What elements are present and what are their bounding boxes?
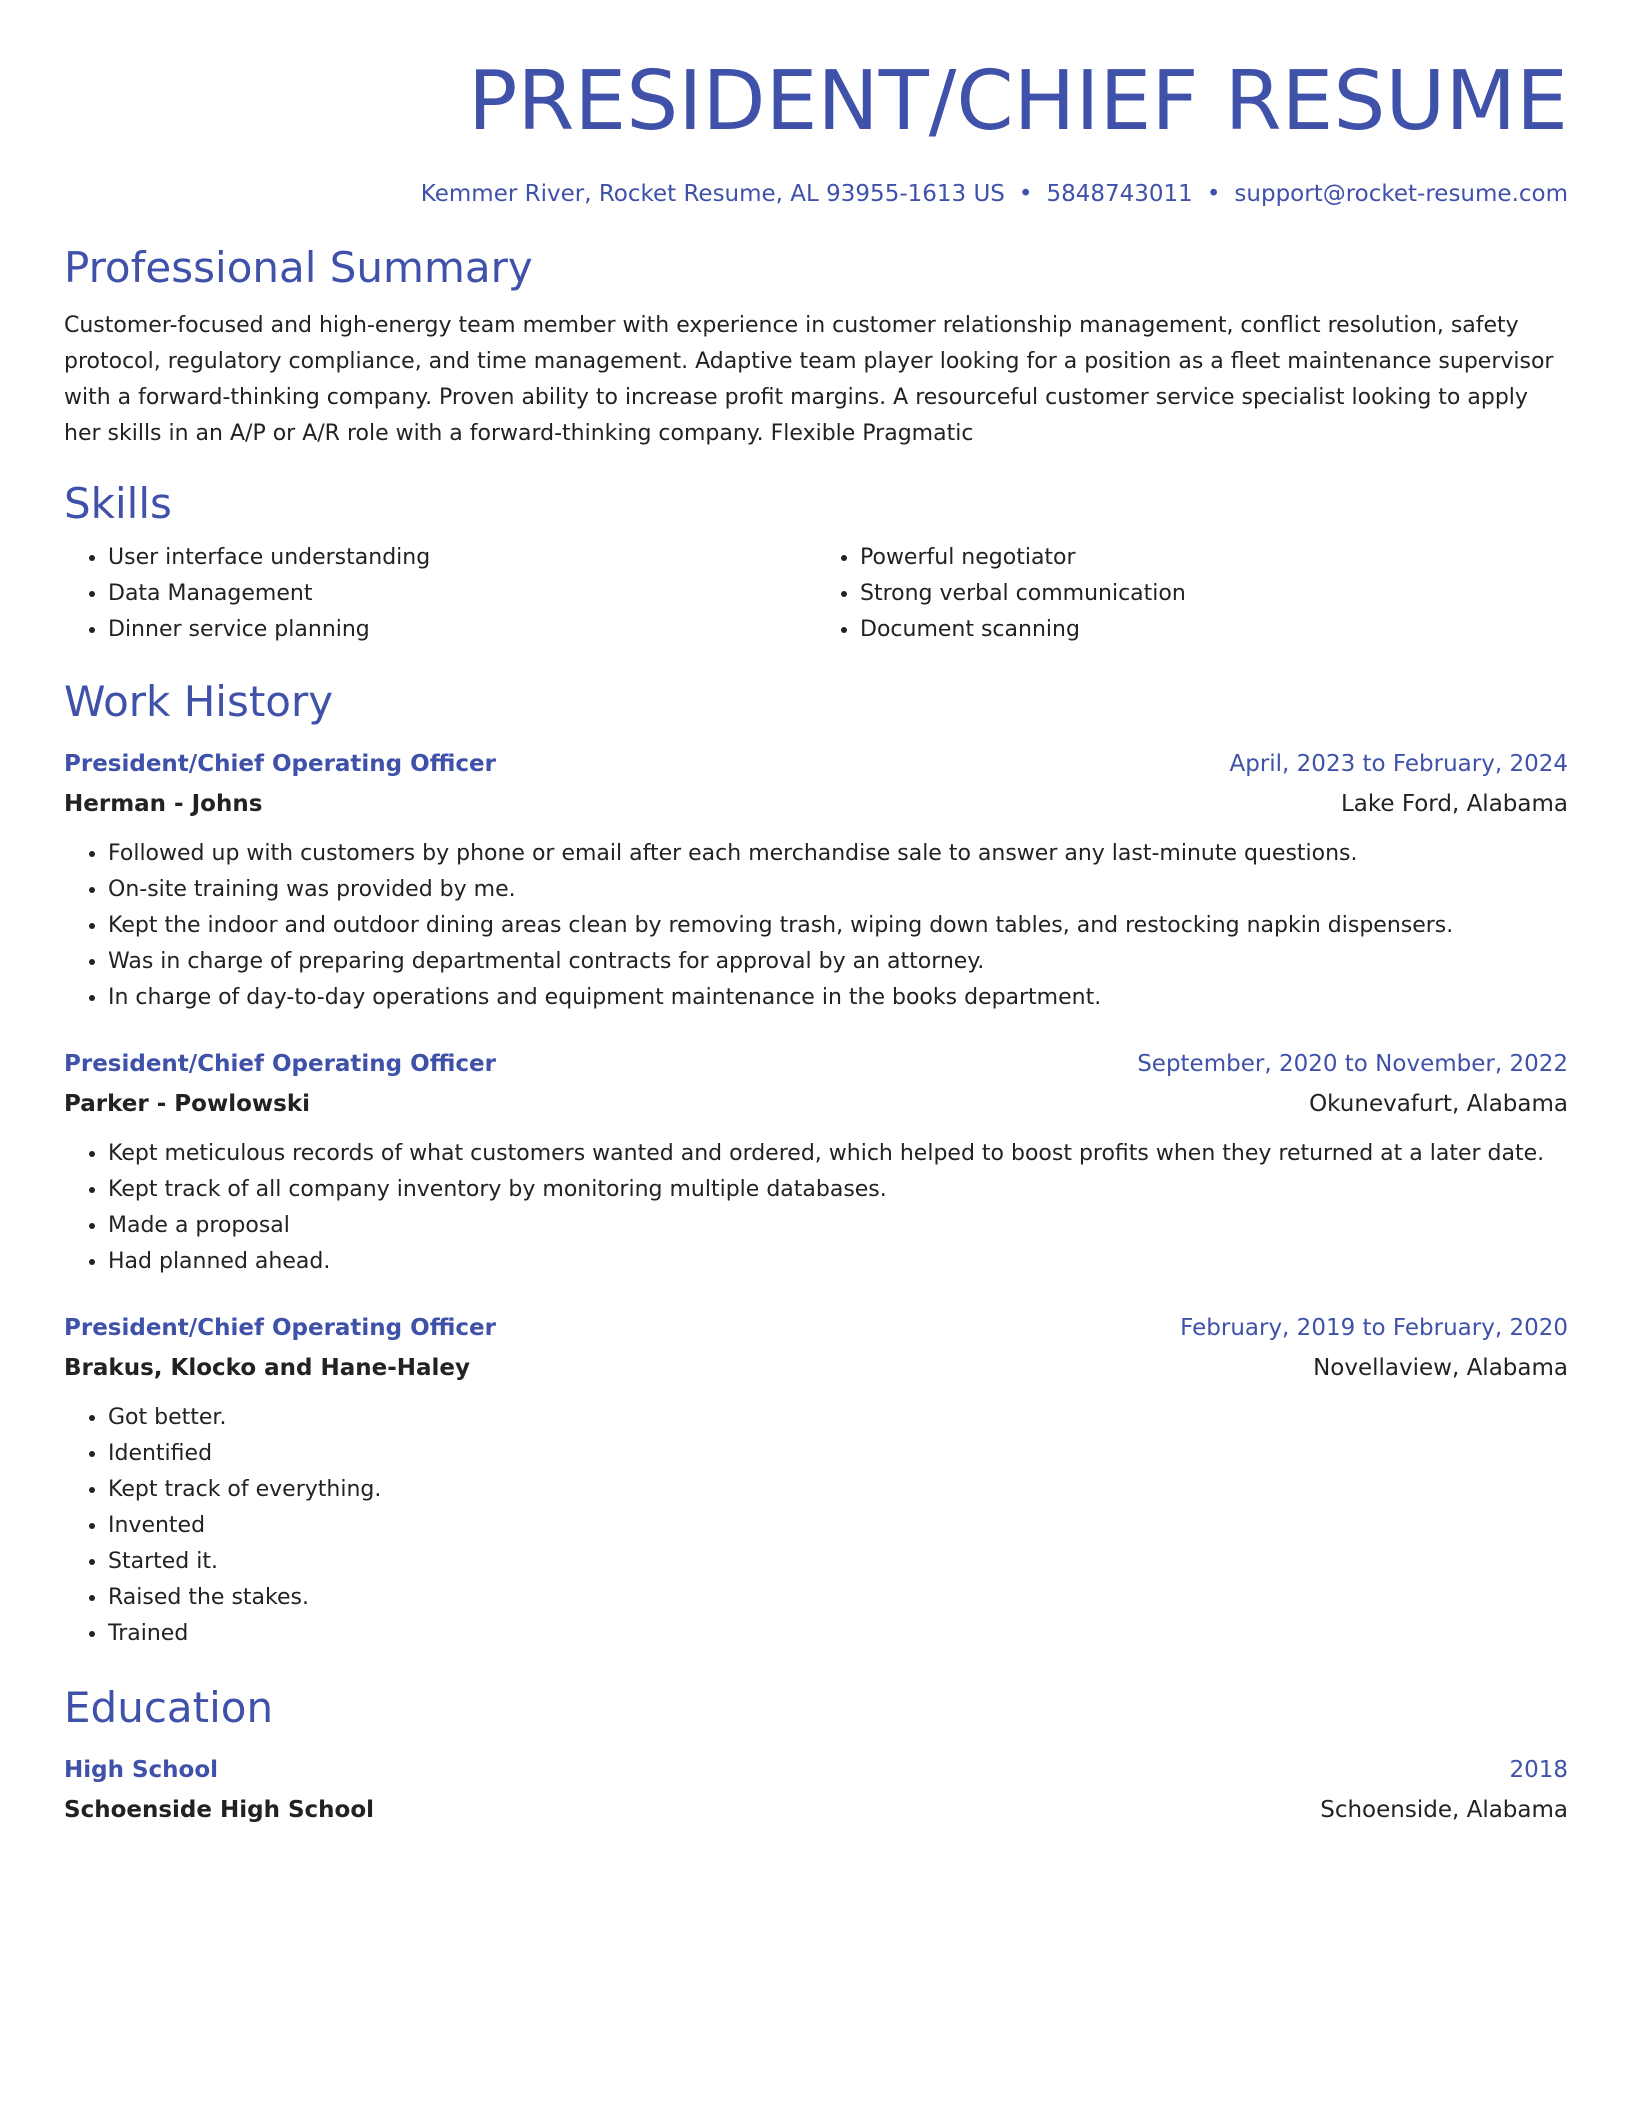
skill-item: • Powerful negotiator (860, 540, 1568, 576)
job-title: President/Chief Operating Officer (64, 1051, 496, 1077)
contact-line (64, 178, 1568, 210)
job-bullet: • In charge of day-to-day operations and equipment maintenance in the books department. (108, 980, 1568, 1016)
skills-column-right (816, 540, 1568, 648)
education-header-row (64, 1752, 1568, 1788)
job-dates: September, 2020 to November, 2022 (1137, 1051, 1568, 1077)
job-title: President/Chief Operating Officer (64, 751, 496, 777)
job-bullet: • Was in charge of preparing departmental contracts for approval by an attorney. (108, 944, 1568, 980)
skills-list (64, 540, 1568, 648)
job-entry (64, 1310, 1568, 1652)
resume-title: PRESIDENT/CHIEF RESUME (467, 54, 1568, 149)
job-bullet: • Raised the stakes. (108, 1580, 1568, 1616)
job-bullet: • Got better. (108, 1400, 1568, 1436)
job-header-row (64, 746, 1568, 782)
job-bullet: • Made a proposal (108, 1208, 1568, 1244)
job-company: Brakus, Klocko and Hane-Haley (64, 1355, 471, 1381)
job-location: Novellaview, Alabama (1313, 1355, 1568, 1381)
education-school-row (64, 1788, 1568, 1828)
skill-item: • User interface understanding (108, 540, 816, 576)
job-bullet: • Invented (108, 1508, 1568, 1544)
job-location: Okunevafurt, Alabama (1309, 1091, 1568, 1117)
job-bullet: • Kept track of everything. (108, 1472, 1568, 1508)
education-heading: Education (64, 1683, 274, 1732)
work-history-heading: Work History (64, 677, 334, 726)
education-year: 2018 (1509, 1757, 1568, 1783)
job-dates: April, 2023 to February, 2024 (1229, 751, 1568, 777)
contact-phone: 5848743011 (1046, 181, 1193, 207)
job-bullets (64, 1136, 1568, 1280)
job-bullet: • On-site training was provided by me. (108, 872, 1568, 908)
job-location: Lake Ford, Alabama (1340, 791, 1568, 817)
contact-email: support@rocket-resume.com (1234, 181, 1568, 207)
job-company-row (64, 1346, 1568, 1386)
job-entry (64, 746, 1568, 1016)
job-bullet: • Started it. (108, 1544, 1568, 1580)
skill-item: • Data Management (108, 576, 816, 612)
job-bullets (64, 836, 1568, 1016)
job-title: President/Chief Operating Officer (64, 1315, 496, 1341)
summary-text: Customer-focused and high-energy team member with experience in customer relationship management, conflict resolution, safety protocol, regulatory compliance, and time management. Adaptive team player looking for a position as a fleet maintenance supervisor with a forward-thinking company. Proven ability to increase profit margins. A resourceful customer service specialist looking to apply her skills in an A/P or A/R role with a forward-thinking company. Flexible Pragmatic (64, 313, 1554, 446)
job-bullets (64, 1400, 1568, 1652)
job-header-row (64, 1310, 1568, 1346)
summary-heading: Professional Summary (64, 243, 533, 292)
contact-separator: • (1018, 181, 1033, 207)
job-bullet: • Trained (108, 1616, 1568, 1652)
skills-column-left (64, 540, 816, 648)
job-company-row (64, 1082, 1568, 1122)
skill-item: • Document scanning (860, 612, 1568, 648)
education-entry (64, 1752, 1568, 1828)
job-bullet: • Identified (108, 1436, 1568, 1472)
job-company-row (64, 782, 1568, 822)
job-bullet: • Kept the indoor and outdoor dining areas clean by removing trash, wiping down tables, and restocking napkin dispensers. (108, 908, 1568, 944)
education-degree: High School (64, 1757, 219, 1783)
contact-separator: • (1206, 181, 1221, 207)
job-company: Parker - Powlowski (64, 1091, 310, 1117)
job-bullet: • Kept meticulous records of what customers wanted and ordered, which helped to boost profits when they returned at a later date. (108, 1136, 1568, 1172)
skills-heading: Skills (64, 479, 172, 528)
skill-item: • Strong verbal communication (860, 576, 1568, 612)
job-dates: February, 2019 to February, 2020 (1180, 1315, 1568, 1341)
education-location: Schoenside, Alabama (1320, 1797, 1568, 1823)
job-bullet: • Kept track of all company inventory by monitoring multiple databases. (108, 1172, 1568, 1208)
job-header-row (64, 1046, 1568, 1082)
contact-address: Kemmer River, Rocket Resume, AL 93955-1613 US (420, 181, 1005, 207)
job-company: Herman - Johns (64, 791, 263, 817)
job-bullet: • Had planned ahead. (108, 1244, 1568, 1280)
skill-item: • Dinner service planning (108, 612, 816, 648)
job-bullet: • Followed up with customers by phone or email after each merchandise sale to answer any last-minute questions. (108, 836, 1568, 872)
education-school: Schoenside High School (64, 1797, 375, 1823)
job-entry (64, 1046, 1568, 1280)
